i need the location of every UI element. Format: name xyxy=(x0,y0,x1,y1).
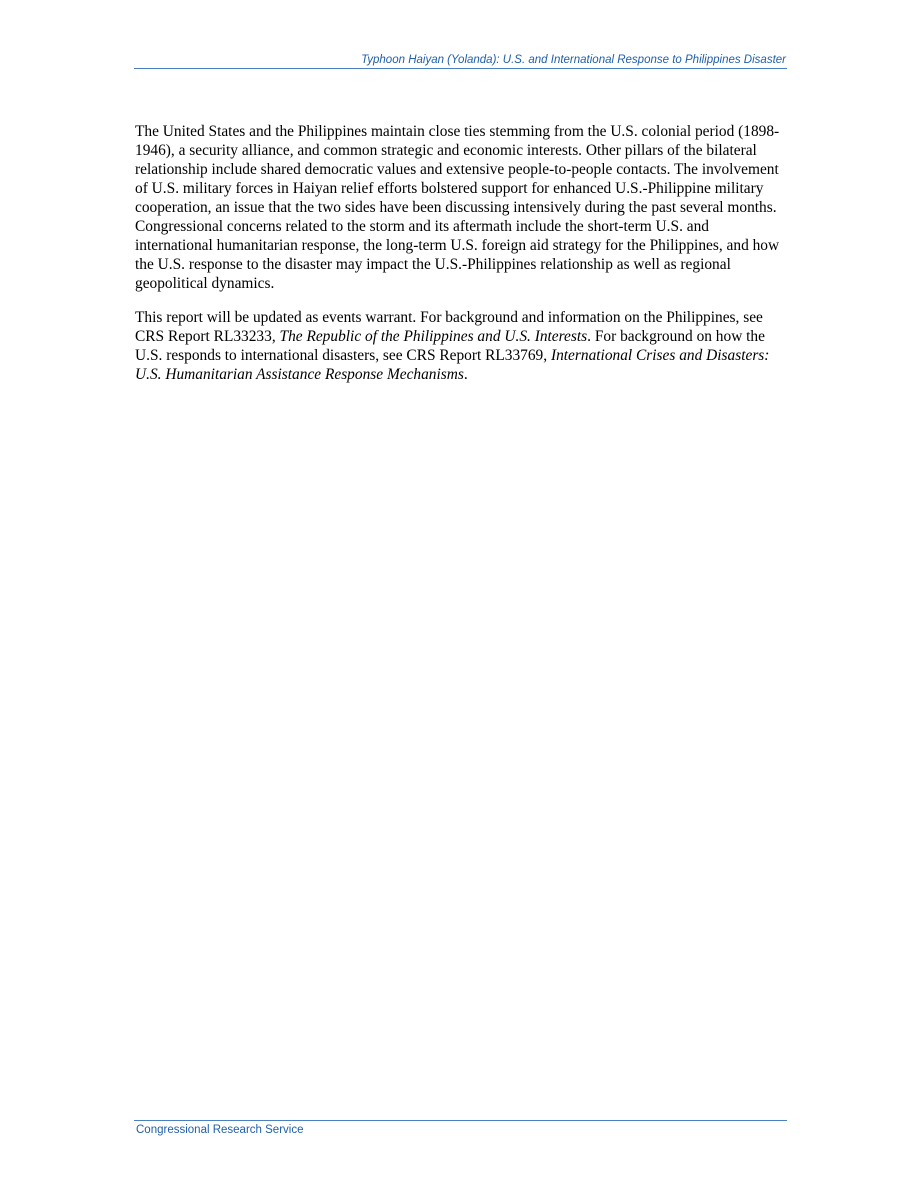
paragraph-1: The United States and the Philippines maintain close ties stemming from the U.S. colonial period (1898-1946), a security alliance, and common strategic and economic interests. Other pillars of the bilateral relationship include shared democratic values and extensive people-to-people contacts. The involvement of U.S. military forces in Haiyan relief efforts bolstered support for enhanced U.S.-Philippine military cooperation, an issue that the two sides have been discussing intensively during the past several months. Congressional concerns related to the storm and its aftermath include the short-term U.S. and international humanitarian response, the long-term U.S. foreign aid strategy for the Philippines, and how the U.S. response to the disaster may impact the U.S.-Philippines relationship as well as regional geopolitical dynamics. xyxy=(135,123,780,292)
paragraph-2-text-3: . xyxy=(463,366,468,383)
paragraph-2-text-2: . For background on how the U.S. responds to international disasters, see CRS Report RL33769, xyxy=(135,328,765,364)
report-title-rl33769: International Crises and Disasters: U.S. Humanitarian Assistance Response Mechanisms xyxy=(135,347,770,383)
footer-organization: Congressional Research Service xyxy=(136,1124,304,1136)
paragraph-2 xyxy=(135,308,789,384)
running-header: Typhoon Haiyan (Yolanda): U.S. and International Response to Philippines Disaster xyxy=(361,54,786,66)
body-text xyxy=(135,122,789,399)
header-divider xyxy=(134,68,787,69)
report-title-rl33233: The Republic of the Philippines and U.S. Interests xyxy=(279,328,588,345)
footer-divider xyxy=(134,1120,787,1121)
paragraph-2-text-1: This report will be updated as events warrant. For background and information on the Philippines, see CRS Report RL33233, xyxy=(135,309,763,345)
